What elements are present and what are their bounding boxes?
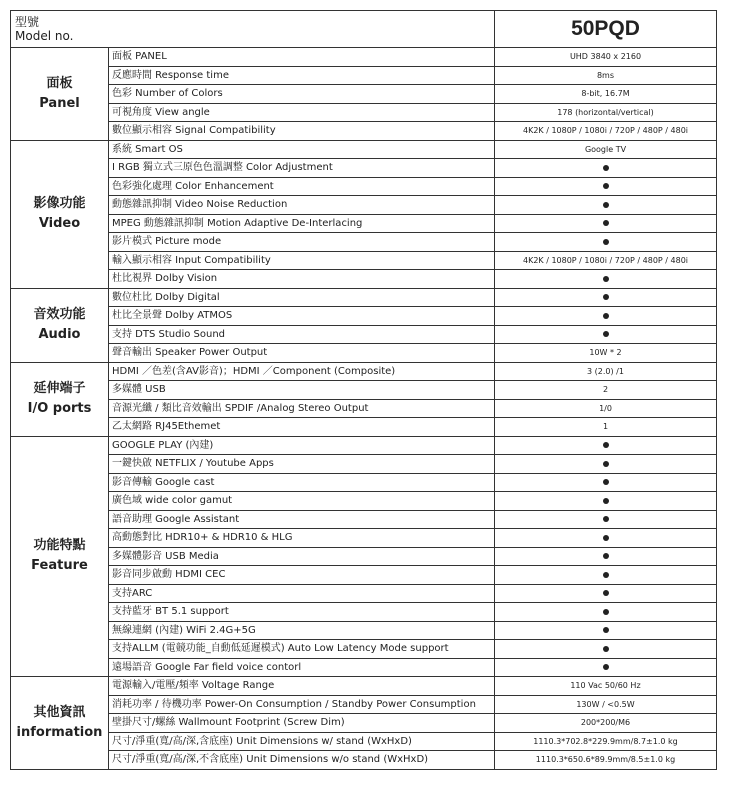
section-title — [11, 140, 109, 288]
supported-dot-icon — [603, 220, 609, 226]
feature-label: 無線連網 (內建) WiFi 2.4G+5G — [109, 621, 495, 640]
feature-supported-cell — [495, 270, 717, 289]
table-row — [11, 399, 717, 418]
supported-dot-icon — [603, 535, 609, 541]
feature-value: 1110.3*650.6*89.9mm/8.5±1.0 kg — [495, 751, 717, 770]
feature-supported-cell — [495, 492, 717, 511]
supported-dot-icon — [603, 202, 609, 208]
feature-value: 8ms — [495, 66, 717, 85]
table-row — [11, 344, 717, 363]
feature-label: MPEG 動態雜訊抑制 Motion Adaptive De-Interlacing — [109, 214, 495, 233]
feature-value: 3 (2.0) /1 — [495, 362, 717, 381]
feature-label: 支持藍牙 BT 5.1 support — [109, 603, 495, 622]
feature-label: 面板 PANEL — [109, 48, 495, 67]
feature-label: 高動態對比 HDR10+ & HDR10 & HLG — [109, 529, 495, 548]
feature-label: 一鍵快啟 NETFLIX / Youtube Apps — [109, 455, 495, 474]
feature-supported-cell — [495, 214, 717, 233]
model-label-cell — [11, 11, 495, 48]
feature-supported-cell — [495, 510, 717, 529]
feature-supported-cell — [495, 196, 717, 215]
feature-label: 尺寸/淨重(寬/高/深,含底座) Unit Dimensions w/ stand (WxHxD) — [109, 732, 495, 751]
supported-dot-icon — [603, 276, 609, 282]
feature-supported-cell — [495, 640, 717, 659]
section-title-cn: 音效功能 — [33, 307, 86, 322]
section-title-en: I/O ports — [27, 401, 92, 416]
table-row — [11, 455, 717, 474]
spec-table — [10, 10, 717, 770]
table-row — [11, 66, 717, 85]
feature-value: UHD 3840 x 2160 — [495, 48, 717, 67]
feature-value: 8-bit, 16.7M — [495, 85, 717, 104]
table-row — [11, 233, 717, 252]
table-row — [11, 677, 717, 696]
table-row — [11, 196, 717, 215]
table-row — [11, 214, 717, 233]
feature-label: 色彩 Number of Colors — [109, 85, 495, 104]
section-title-en: Panel — [39, 95, 80, 111]
table-row — [11, 714, 717, 733]
feature-supported-cell — [495, 436, 717, 455]
supported-dot-icon — [603, 183, 609, 189]
supported-dot-icon — [603, 664, 609, 670]
table-row — [11, 381, 717, 400]
table-row — [11, 307, 717, 326]
section-title — [11, 362, 109, 436]
supported-dot-icon — [603, 553, 609, 559]
table-row — [11, 621, 717, 640]
table-row — [11, 362, 717, 381]
section-title-cn: 其他資訊 — [33, 704, 86, 720]
table-row — [11, 658, 717, 677]
table-row — [11, 492, 717, 511]
feature-value: 2 — [495, 381, 717, 400]
table-row — [11, 177, 717, 196]
table-row — [11, 584, 717, 603]
feature-value: 178 (horizontal/vertical) — [495, 103, 717, 122]
section-title-cn: 面板 — [46, 75, 73, 91]
feature-label: GOOGLE PLAY (內建) — [109, 436, 495, 455]
supported-dot-icon — [603, 516, 609, 522]
feature-label: 多媒體 USB — [109, 381, 495, 400]
table-row — [11, 473, 717, 492]
feature-supported-cell — [495, 455, 717, 474]
feature-value: 4K2K / 1080P / 1080i / 720P / 480P / 480i — [495, 122, 717, 141]
feature-value: 1/0 — [495, 399, 717, 418]
feature-supported-cell — [495, 658, 717, 677]
feature-label: 動態雜訊抑制 Video Noise Reduction — [109, 196, 495, 215]
feature-supported-cell — [495, 307, 717, 326]
model-number: 50PQD — [495, 11, 717, 48]
section-title — [11, 677, 109, 770]
feature-label: 影音同步啟動 HDMI CEC — [109, 566, 495, 585]
table-row — [11, 418, 717, 437]
feature-value: 1110.3*702.8*229.9mm/8.7±1.0 kg — [495, 732, 717, 751]
feature-label: 遠場語音 Google Far field voice contorl — [109, 658, 495, 677]
feature-supported-cell — [495, 233, 717, 252]
feature-value: 130W / <0.5W — [495, 695, 717, 714]
table-row — [11, 751, 717, 770]
feature-label: 數位顯示相容 Signal Compatibility — [109, 122, 495, 141]
section-title-cn: 延伸端子 — [33, 381, 86, 396]
table-row — [11, 732, 717, 751]
feature-label: 色彩強化處理 Color Enhancement — [109, 177, 495, 196]
feature-supported-cell — [495, 325, 717, 344]
table-row — [11, 510, 717, 529]
supported-dot-icon — [603, 609, 609, 615]
table-row — [11, 640, 717, 659]
feature-label: 支持ARC — [109, 584, 495, 603]
supported-dot-icon — [603, 442, 609, 448]
table-row — [11, 325, 717, 344]
table-row — [11, 288, 717, 307]
supported-dot-icon — [603, 165, 609, 171]
feature-label: 支持ALLM (電競功能_自動低延遲模式) Auto Low Latency Mode support — [109, 640, 495, 659]
feature-supported-cell — [495, 288, 717, 307]
feature-value: 1 — [495, 418, 717, 437]
feature-supported-cell — [495, 473, 717, 492]
table-row — [11, 603, 717, 622]
feature-value: 4K2K / 1080P / 1080i / 720P / 480P / 480i — [495, 251, 717, 270]
section-title-en: Audio — [38, 327, 81, 342]
table-row — [11, 48, 717, 67]
section-title-en: information — [16, 724, 103, 740]
supported-dot-icon — [603, 627, 609, 633]
section-title — [11, 48, 109, 141]
table-row — [11, 695, 717, 714]
feature-value: 200*200/M6 — [495, 714, 717, 733]
supported-dot-icon — [603, 590, 609, 596]
feature-supported-cell — [495, 547, 717, 566]
feature-label: 系統 Smart OS — [109, 140, 495, 159]
header-row — [11, 11, 717, 48]
table-row — [11, 140, 717, 159]
feature-supported-cell — [495, 529, 717, 548]
feature-label: 支持 DTS Studio Sound — [109, 325, 495, 344]
supported-dot-icon — [603, 239, 609, 245]
feature-supported-cell — [495, 621, 717, 640]
table-row — [11, 85, 717, 104]
table-row — [11, 251, 717, 270]
section-title — [11, 288, 109, 362]
table-row — [11, 270, 717, 289]
feature-label: 可視角度 View angle — [109, 103, 495, 122]
table-row — [11, 103, 717, 122]
feature-label: 杜比全景聲 Dolby ATMOS — [109, 307, 495, 326]
feature-supported-cell — [495, 584, 717, 603]
table-row — [11, 159, 717, 178]
feature-label: 尺寸/淨重(寬/高/深,不含底座) Unit Dimensions w/o stand (WxHxD) — [109, 751, 495, 770]
table-row — [11, 566, 717, 585]
feature-label: 數位杜比 Dolby Digital — [109, 288, 495, 307]
feature-label: 乙太網路 RJ45Ethemet — [109, 418, 495, 437]
feature-label: 影片模式 Picture mode — [109, 233, 495, 252]
table-row — [11, 547, 717, 566]
feature-label: 音源光纖 / 類比音效輸出 SPDIF /Analog Stereo Output — [109, 399, 495, 418]
table-row — [11, 122, 717, 141]
feature-label: 杜比視界 Dolby Vision — [109, 270, 495, 289]
section-title — [11, 436, 109, 677]
feature-supported-cell — [495, 566, 717, 585]
feature-supported-cell — [495, 159, 717, 178]
supported-dot-icon — [603, 498, 609, 504]
model-label-cn: 型號 — [15, 15, 40, 29]
table-row — [11, 436, 717, 455]
section-title-en: Feature — [31, 558, 88, 574]
feature-label: 影音傳輸 Google cast — [109, 473, 495, 492]
feature-label: HDMI ／色差(含AV影音)；HDMI ／Component (Composite) — [109, 362, 495, 381]
feature-label: 電源輸入/電壓/頻率 Voltage Range — [109, 677, 495, 696]
table-row — [11, 529, 717, 548]
supported-dot-icon — [603, 331, 609, 337]
feature-supported-cell — [495, 177, 717, 196]
supported-dot-icon — [603, 646, 609, 652]
supported-dot-icon — [603, 461, 609, 467]
supported-dot-icon — [603, 572, 609, 578]
feature-label: 語音助理 Google Assistant — [109, 510, 495, 529]
feature-label: 廣色域 wide color gamut — [109, 492, 495, 511]
feature-label: 消耗功率 / 待機功率 Power-On Consumption / Standby Power Consumption — [109, 695, 495, 714]
feature-label: 聲音輸出 Speaker Power Output — [109, 344, 495, 363]
feature-value: 110 Vac 50/60 Hz — [495, 677, 717, 696]
section-title-cn: 功能特點 — [33, 538, 86, 554]
section-title-en: Video — [38, 216, 81, 231]
feature-label: 壁掛尺寸/螺絲 Wallmount Footprint (Screw Dim) — [109, 714, 495, 733]
feature-label: 輸入顯示相容 Input Compatibility — [109, 251, 495, 270]
model-label-en: Model no. — [15, 29, 74, 43]
section-title-cn: 影像功能 — [33, 196, 86, 211]
feature-value: Google TV — [495, 140, 717, 159]
feature-supported-cell — [495, 603, 717, 622]
feature-label: 反應時間 Response time — [109, 66, 495, 85]
supported-dot-icon — [603, 479, 609, 485]
feature-label: I RGB 獨立式三原色色溫調整 Color Adjustment — [109, 159, 495, 178]
supported-dot-icon — [603, 313, 609, 319]
feature-value: 10W * 2 — [495, 344, 717, 363]
supported-dot-icon — [603, 294, 609, 300]
feature-label: 多媒體影音 USB Media — [109, 547, 495, 566]
